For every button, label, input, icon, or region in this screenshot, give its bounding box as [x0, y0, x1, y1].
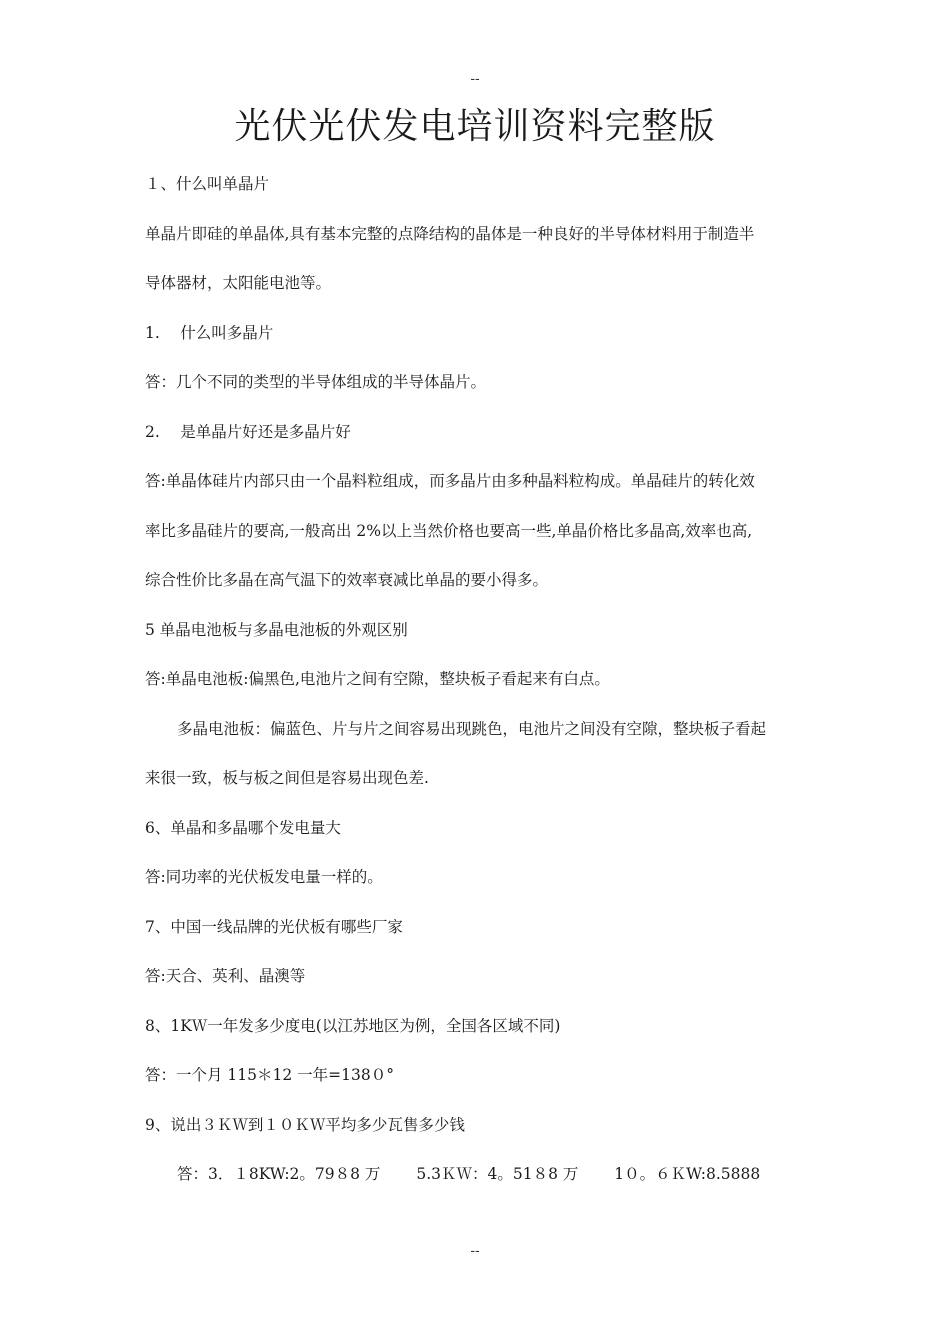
paragraph-line: 综合性价比多晶在高气温下的效率衰减比单晶的要小得多。 [145, 571, 549, 589]
paragraph-line: 9、说出３ＫＷ到１０ＫＷ平均多少瓦售多少钱 [145, 1115, 465, 1134]
paragraph-line: 1. 什么叫多晶片 [145, 323, 274, 342]
paragraph-line: 6、单晶和多晶哪个发电量大 [145, 818, 341, 837]
paragraph-line: 答：3．１8KW:2。79８8 万 5.3ＫＷ：4。51８8 万 1０。６ＫW:8.5888 [177, 1165, 761, 1183]
header-marker: -- [470, 70, 480, 86]
paragraph-line: 来很一致，板与板之间但是容易出现色差. [145, 769, 429, 787]
paragraph-line: 8、1KＷ一年发多少度电(以江苏地区为例，全国各区域不同) [145, 1016, 561, 1035]
paragraph-line: 5 单晶电池板与多晶电池板的外观区别 [145, 620, 408, 639]
document-body [145, 160, 815, 1200]
document-title: 光伏光伏发电培训资料完整版 [234, 106, 716, 147]
paragraph-line: 答：几个不同的类型的半导体组成的半导体晶片。 [145, 373, 487, 391]
paragraph-line: 多晶电池板：偏蓝色、片与片之间容易出现跳色，电池片之间没有空隙，整块板子看起 [177, 719, 767, 738]
paragraph-line: 率比多晶硅片的要高,一般高出 2%以上当然价格也要高一些,单晶价格比多晶高,效率也高, [145, 521, 753, 540]
paragraph-line: 单晶片即硅的单晶体,具有基本完整的点降结构的晶体是一种良好的半导体材料用于制造半 [145, 224, 755, 243]
paragraph-line: 答:单晶电池板:偏黑色,电池片之间有空隙，整块板子看起来有白点。 [145, 670, 610, 688]
paragraph-line: 答:同功率的光伏板发电量一样的。 [145, 868, 383, 886]
paragraph-line: 答:单晶体硅片内部只由一个晶料粒组成，而多晶片由多种晶料粒构成。单晶硅片的转化效 [145, 472, 755, 490]
footer-marker: -- [470, 1242, 480, 1258]
paragraph-line: 答:天合、英利、晶澳等 [145, 967, 306, 985]
paragraph-line: 7、中国一线品牌的光伏板有哪些厂家 [145, 917, 403, 936]
paragraph-line: 导体器材，太阳能电池等。 [145, 274, 332, 292]
paragraph-line: 2. 是单晶片好还是多晶片好 [145, 422, 351, 441]
paragraph-line: １、什么叫单晶片 [145, 175, 270, 193]
paragraph-line: 答：一个月 115＊12 一年=138０° [145, 1066, 394, 1084]
